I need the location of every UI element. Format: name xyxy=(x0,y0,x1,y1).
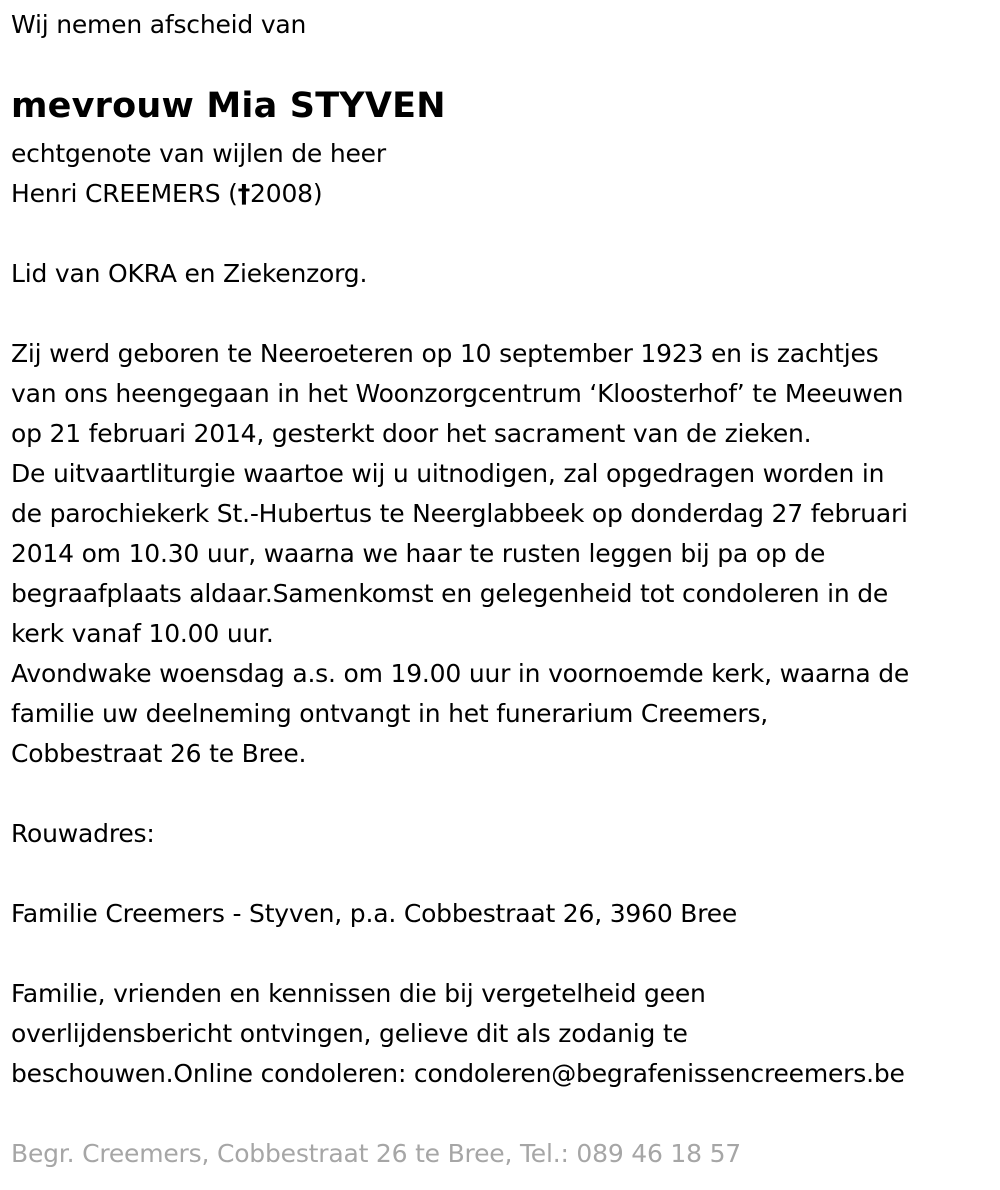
notice-line: overlijdensbericht ontvingen, gelieve dit als zodanig te xyxy=(11,1019,688,1048)
intro-text: Wij nemen afscheid van xyxy=(11,10,307,39)
notice-paragraph xyxy=(11,974,905,1094)
spouse-line-2 xyxy=(11,174,386,214)
spouse-name: Henri CREEMERS ( xyxy=(11,179,238,208)
body-line: Cobbestraat 26 te Bree. xyxy=(11,739,307,768)
spouse-death-year: 2008) xyxy=(250,179,323,208)
cross-icon: † xyxy=(237,179,251,208)
notice-line: beschouwen.Online condoleren: condoleren@begrafenissencreemers.be xyxy=(11,1059,905,1088)
body-line: De uitvaartliturgie waartoe wij u uitnodigen, zal opgedragen worden in xyxy=(11,459,885,488)
mourning-address-label-block xyxy=(11,814,155,854)
body-line: 2014 om 10.30 uur, waarna we haar te rusten leggen bij pa op de xyxy=(11,539,826,568)
deceased-name: mevrouw Mia STYVEN xyxy=(11,86,446,126)
membership-text: Lid van OKRA en Ziekenzorg. xyxy=(11,259,368,288)
mourning-address-label: Rouwadres: xyxy=(11,819,155,848)
funeral-home-footer: Begr. Creemers, Cobbestraat 26 te Bree, Tel.: 089 46 18 57 xyxy=(11,1139,742,1168)
body-line: Avondwake woensdag a.s. om 19.00 uur in voornoemde kerk, waarna de xyxy=(11,659,910,688)
body-paragraph xyxy=(11,334,909,774)
body-line: de parochiekerk St.-Hubertus te Neerglabbeek op donderdag 27 februari xyxy=(11,499,908,528)
spouse-block xyxy=(11,134,386,214)
notice-line: Familie, vrienden en kennissen die bij vergetelheid geen xyxy=(11,979,706,1008)
body-line: van ons heengegaan in het Woonzorgcentrum ‘Kloosterhof’ te Meeuwen xyxy=(11,379,904,408)
mourning-address-block xyxy=(11,894,737,934)
body-line: familie uw deelneming ontvangt in het funerarium Creemers, xyxy=(11,699,769,728)
body-line: begraafplaats aldaar.Samenkomst en gelegenheid tot condoleren in de xyxy=(11,579,889,608)
membership-block xyxy=(11,254,367,294)
spouse-line-1: echtgenote van wijlen de heer xyxy=(11,139,386,168)
body-line: op 21 februari 2014, gesterkt door het sacrament van de zieken. xyxy=(11,419,812,448)
body-line: kerk vanaf 10.00 uur. xyxy=(11,619,274,648)
mourning-address: Familie Creemers - Styven, p.a. Cobbestraat 26, 3960 Bree xyxy=(11,899,738,928)
body-line: Zij werd geboren te Neeroeteren op 10 september 1923 en is zachtjes xyxy=(11,339,879,368)
